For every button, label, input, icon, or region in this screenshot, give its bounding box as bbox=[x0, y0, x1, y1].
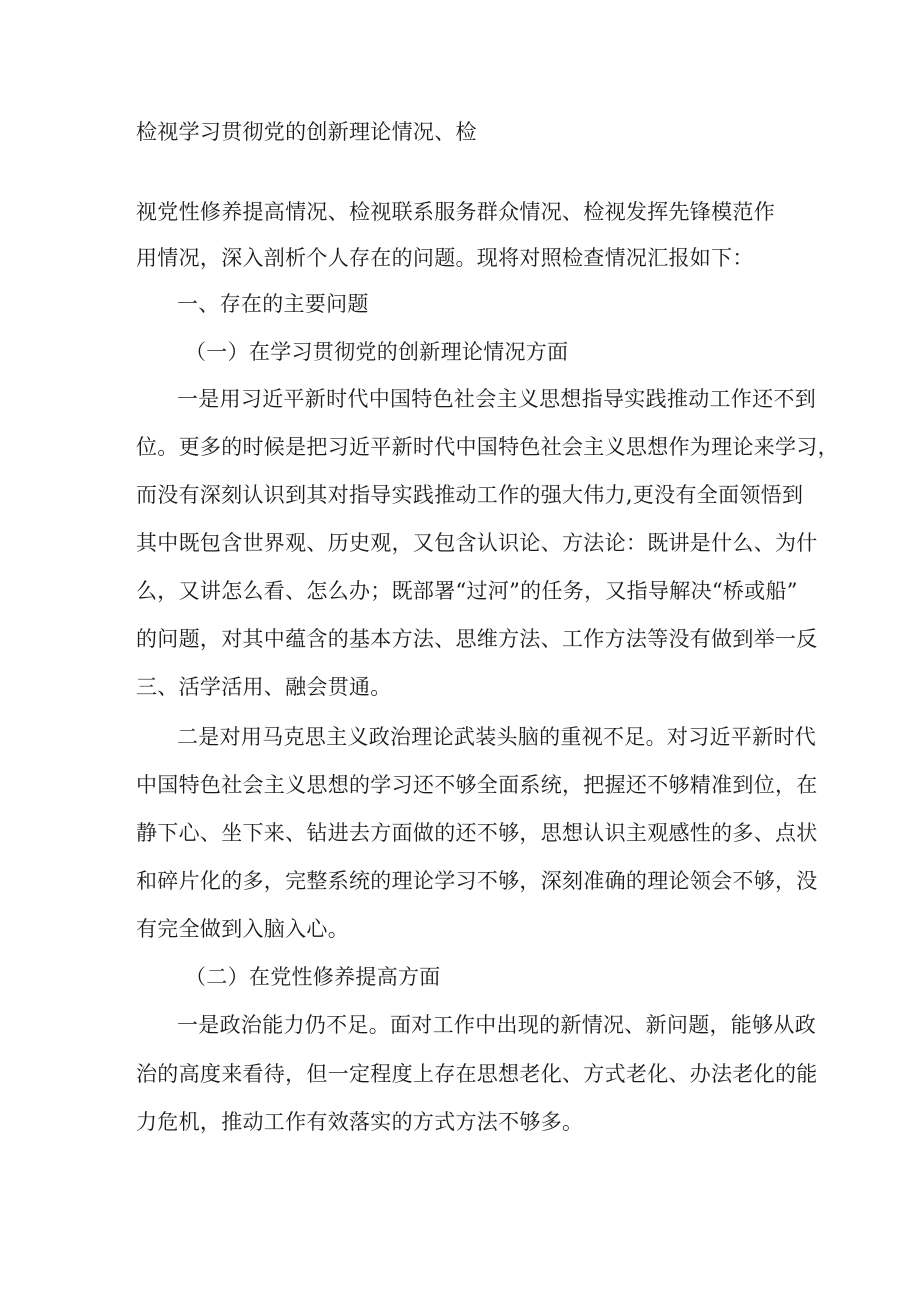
para2-line-1: 二是对用马克思主义政治理论武装头脑的重视不足。对习近平新时代 bbox=[177, 725, 816, 749]
para2-line-2: 中国特色社会主义思想的学习还不够全面系统，把握还不够精准到位，在 bbox=[136, 773, 818, 797]
para3-line-1: 一是政治能力仍不足。面对工作中出现的新情况、新问题，能够从政 bbox=[177, 1013, 816, 1037]
subsection1-heading: （一）在学习贯彻党的创新理论情况方面 bbox=[185, 340, 569, 364]
para1-line-3: 而没有深刻认识到其对指导实践推动工作的强大伟力,更没有全面领悟到 bbox=[136, 483, 804, 507]
subsection2-heading: （二）在党性修养提高方面 bbox=[185, 965, 441, 989]
para1-line-4: 其中既包含世界观、历史观，又包含认识论、方法论：既讲是什么、为什 bbox=[136, 531, 818, 555]
para2-line-5: 有完全做到入脑入心。 bbox=[136, 917, 349, 941]
para3-line-3: 力危机，推动工作有效落实的方式方法不够多。 bbox=[136, 1110, 584, 1134]
section1-heading: 一、存在的主要问题 bbox=[177, 292, 369, 316]
title-line: 检视学习贯彻党的创新理论情况、检 bbox=[136, 120, 477, 144]
intro-line-1: 视党性修养提高情况、检视联系服务群众情况、检视发挥先锋模范作 bbox=[136, 200, 775, 224]
para2-line-4: 和碎片化的多，完整系统的理论学习不够，深刻准确的理论领会不够，没 bbox=[136, 869, 818, 893]
para1-line-2: 位。更多的时候是把习近平新时代中国特色社会主义思想作为理论来学习， bbox=[136, 435, 839, 459]
para1-line-5: 么，又讲怎么看、怎么办；既部署“过河”的任务，又指导解决“桥或船” bbox=[136, 579, 798, 603]
para1-line-1: 一是用习近平新时代中国特色社会主义思想指导实践推动工作还不到 bbox=[177, 387, 816, 411]
para3-line-2: 治的高度来看待，但一定程度上存在思想老化、方式老化、办法老化的能 bbox=[136, 1062, 818, 1086]
para2-line-3: 静下心、坐下来、钻进去方面做的还不够，思想认识主观感性的多、点状 bbox=[136, 821, 818, 845]
para1-line-7: 三、活学活用、融会贯通。 bbox=[136, 675, 392, 699]
para1-line-6: 的问题，对其中蕴含的基本方法、思维方法、工作方法等没有做到举一反 bbox=[136, 627, 818, 651]
intro-line-2: 用情况，深入剖析个人存在的问题。现将对照检查情况汇报如下： bbox=[136, 246, 754, 270]
